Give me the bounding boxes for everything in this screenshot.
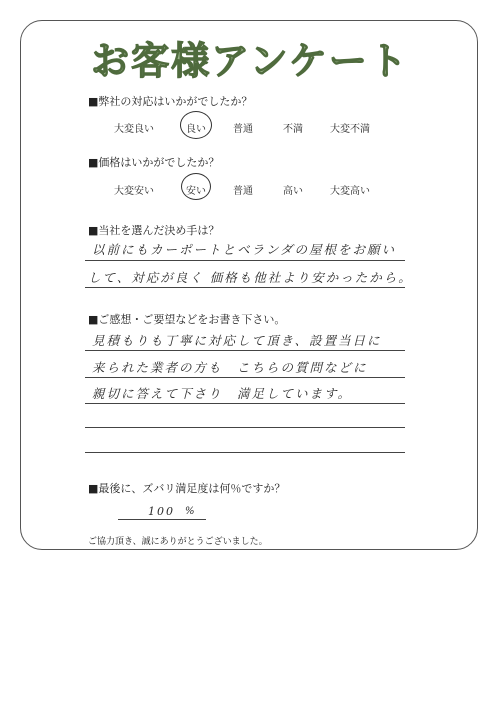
q5-answer-unit: %: [185, 506, 197, 517]
q5-answer-rule: [118, 519, 206, 520]
q2-option-1[interactable]: 大変安い: [114, 186, 154, 197]
q1-option-2[interactable]: 良い: [186, 124, 206, 135]
survey-title: お客様アンケート: [91, 39, 409, 83]
q1-option-1[interactable]: 大変良い: [114, 124, 154, 135]
q4-answer-line-1: 見積もりも丁寧に対応して頂き、設置当日に: [92, 333, 382, 348]
q3-rule-1: [85, 260, 405, 261]
q2-option-4[interactable]: 高い: [283, 186, 303, 197]
q4-rule-4: [85, 427, 405, 428]
q5-label: ■最後に、ズバリ満足度は何％ですか？: [88, 482, 286, 495]
q4-answer-line-3: 親切に答えて下さり 満足しています。: [92, 386, 353, 401]
q2-option-3[interactable]: 普通: [233, 186, 253, 197]
q2-label: ■価格はいかがでしたか？: [88, 156, 220, 169]
q5-answer-value: 100: [148, 505, 175, 518]
q1-option-3[interactable]: 普通: [233, 124, 253, 135]
q2-selection-circle: [181, 173, 211, 200]
q1-selection-circle: [180, 111, 212, 139]
q4-rule-2: [85, 377, 405, 378]
q4-rule-1: [85, 350, 405, 351]
q4-rule-5: [85, 452, 405, 453]
q2-option-5[interactable]: 大変高い: [330, 186, 370, 197]
q1-label: ■弊社の対応はいかがでしたか？: [88, 95, 253, 108]
q1-option-5[interactable]: 大変不満: [330, 124, 370, 135]
q4-label: ■ご感想・ご要望などをお書き下さい。: [88, 313, 286, 326]
q2-option-2[interactable]: 安い: [186, 186, 206, 197]
q4-answer-line-2: 来られた業者の方も こちらの質問などに: [92, 360, 368, 375]
q3-rule-2: [85, 287, 405, 288]
q3-label: ■当社を選んだ決め手は？: [88, 224, 220, 237]
thank-you-note: ご協力頂き、誠にありがとうございました。: [88, 537, 268, 547]
q3-answer-line-1: 以前にもカーポートとベランダの屋根をお願い: [92, 242, 397, 257]
q1-option-4[interactable]: 不満: [283, 124, 303, 135]
q4-rule-3: [85, 403, 405, 404]
q3-answer-line-2: して、対応が良く 価格も他社より安かったから。: [88, 270, 413, 285]
